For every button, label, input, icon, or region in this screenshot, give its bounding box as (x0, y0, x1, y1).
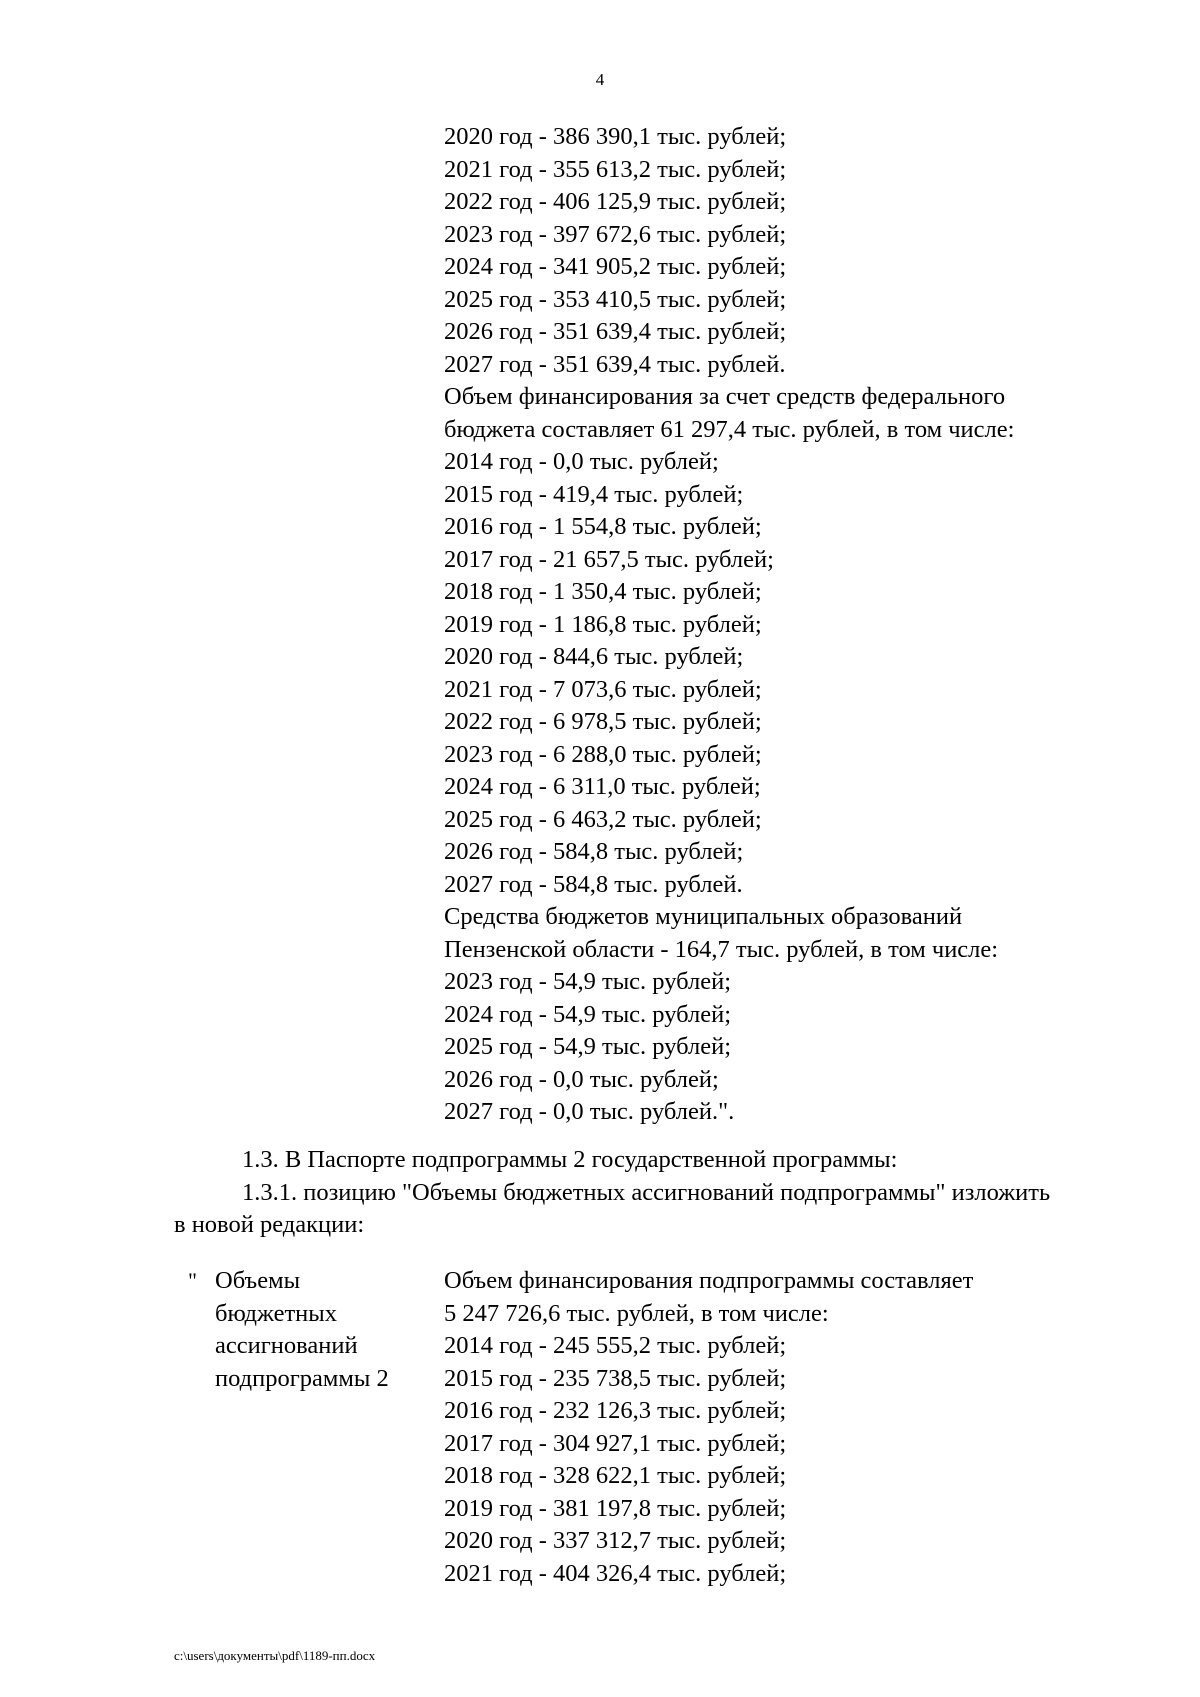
text-line: 2020 год - 337 312,7 тыс. рублей; (444, 1527, 787, 1554)
text-line: 5 247 726,6 тыс. рублей, в том числе: (444, 1299, 829, 1327)
text-line: бюджета составляет 61 297,4 тыс. рублей, в том числе: (444, 415, 1015, 443)
text-line: 2021 год - 404 326,4 тыс. рублей; (444, 1559, 787, 1587)
text-line: 2016 год - 1 554,8 тыс. рублей; (444, 513, 762, 540)
text-line: 2018 год - 328 622,1 тыс. рублей; (444, 1462, 787, 1489)
section-paragraph (174, 1144, 1050, 1242)
text-line: 2026 год - 351 639,4 тыс. рублей; (444, 318, 787, 345)
text-line: 2025 год - 6 463,2 тыс. рублей; (444, 805, 762, 833)
text-line: 2023 год - 54,9 тыс. рублей; (444, 968, 732, 995)
text-line: 2027 год - 0,0 тыс. рублей.". (444, 1098, 735, 1125)
text-line: 2026 год - 0,0 тыс. рублей; (444, 1065, 719, 1093)
text-line: 2016 год - 232 126,3 тыс. рублей; (444, 1397, 787, 1424)
text-line: 2024 год - 54,9 тыс. рублей; (444, 1000, 732, 1028)
text-line: 2017 год - 304 927,1 тыс. рублей; (444, 1429, 787, 1457)
text-line: 2027 год - 584,8 тыс. рублей. (444, 870, 743, 898)
text-line: Объем финансирования подпрограммы составляет (444, 1267, 974, 1294)
text-line: Объем финансирования за счет средств федерального (444, 383, 1006, 410)
label-line: Объемы (215, 1267, 301, 1294)
text-line: 2022 год - 6 978,5 тыс. рублей; (444, 708, 762, 735)
text-line: 2024 год - 6 311,0 тыс. рублей; (444, 773, 761, 800)
text-line: 2015 год - 235 738,5 тыс. рублей; (444, 1364, 787, 1392)
funding-lines-top (444, 121, 1014, 1129)
section-item: 1.3.1. позицию "Объемы бюджетных ассигнований подпрограммы" изложить (242, 1178, 1051, 1206)
text-line: 2026 год - 584,8 тыс. рублей; (444, 838, 744, 865)
text-line: 2015 год - 419,4 тыс. рублей; (444, 480, 744, 508)
text-line: 2021 год - 7 073,6 тыс. рублей; (444, 675, 762, 703)
text-line: 2017 год - 21 657,5 тыс. рублей; (444, 545, 774, 573)
text-line: 2014 год - 0,0 тыс. рублей; (444, 448, 719, 475)
table-left-label (215, 1265, 389, 1395)
open-quote-mark: " (188, 1268, 197, 1293)
text-line: Пензенской области - 164,7 тыс. рублей, в том числе: (444, 935, 999, 963)
page-number: 4 (595, 70, 605, 89)
table-right-content (444, 1265, 973, 1590)
text-line: 2020 год - 386 390,1 тыс. рублей; (444, 123, 787, 150)
text-line: 2024 год - 341 905,2 тыс. рублей; (444, 253, 787, 280)
section-heading: 1.3. В Паспорте подпрограммы 2 государственной программы: (242, 1146, 898, 1173)
text-line: Средства бюджетов муниципальных образований (444, 903, 963, 930)
text-line: 2023 год - 397 672,6 тыс. рублей; (444, 220, 787, 248)
text-line: 2023 год - 6 288,0 тыс. рублей; (444, 740, 762, 768)
text-line: 2019 год - 1 186,8 тыс. рублей; (444, 610, 762, 638)
text-line: 2014 год - 245 555,2 тыс. рублей; (444, 1332, 787, 1359)
text-line: 2025 год - 353 410,5 тыс. рублей; (444, 285, 787, 313)
label-line: подпрограммы 2 (215, 1364, 389, 1392)
text-line: 2019 год - 381 197,8 тыс. рублей; (444, 1494, 787, 1522)
text-line: 2018 год - 1 350,4 тыс. рублей; (444, 578, 762, 605)
text-line: 2022 год - 406 125,9 тыс. рублей; (444, 188, 787, 215)
section-item-continuation: в новой редакции: (174, 1211, 365, 1238)
footer-file-path: c:\users\документы\pdf\1189-пп.docx (174, 1648, 376, 1663)
text-line: 2021 год - 355 613,2 тыс. рублей; (444, 155, 787, 183)
label-line: ассигнований (215, 1332, 358, 1359)
text-line: 2027 год - 351 639,4 тыс. рублей. (444, 350, 786, 378)
label-line: бюджетных (215, 1299, 337, 1327)
text-line: 2025 год - 54,9 тыс. рублей; (444, 1033, 732, 1060)
text-line: 2020 год - 844,6 тыс. рублей; (444, 643, 744, 670)
